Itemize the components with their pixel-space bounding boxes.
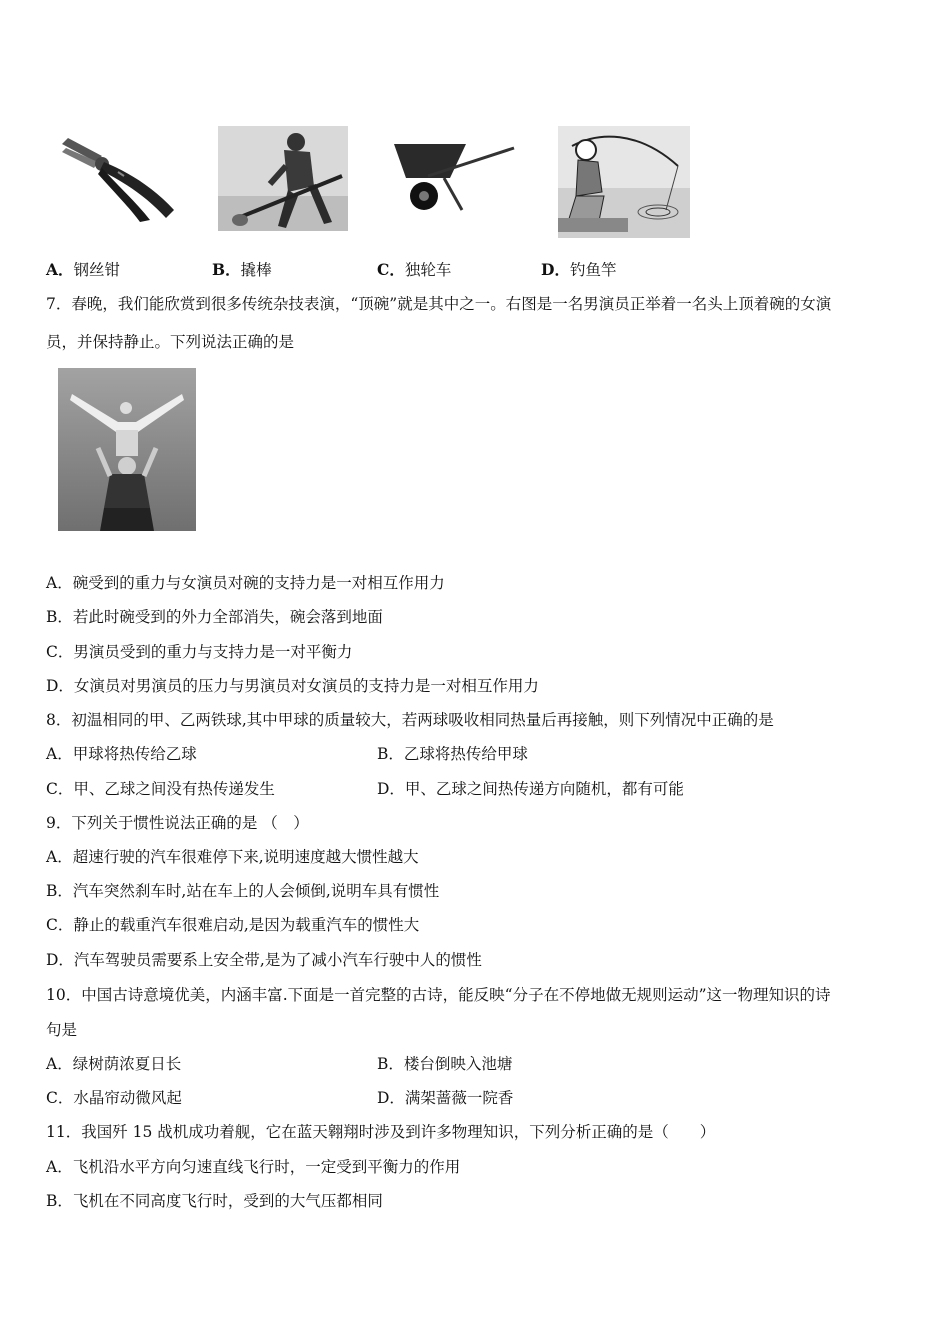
q8-option-b: B．乙球将热传给甲球 [377,745,528,763]
pliers-illustration [58,132,178,222]
q10-stem-line1: 10．中国古诗意境优美，内涵丰富.下面是一首完整的古诗，能反映“分子在不停地做无规则运动”这一物理知识的诗 [46,986,831,1004]
q7-option-c: C．男演员受到的重力与支持力是一对平衡力 [46,643,353,661]
q8-option-c: C．甲、乙球之间没有热传递发生 [46,780,275,798]
crowbar-illustration [218,126,348,231]
wheelbarrow-illustration [388,138,518,218]
q8-option-a: A．甲球将热传给乙球 [46,745,197,763]
q7-stem-line2: 员，并保持静止。下列说法正确的是 [46,333,295,351]
q6-option-a: A．钢丝钳 [46,260,121,279]
q8-option-d: D．甲、乙球之间热传递方向随机，都有可能 [377,780,684,798]
acrobat-photo [58,368,196,531]
q11-stem: 11．我国歼 15 战机成功着舰，它在蓝天翱翔时涉及到许多物理知识，下列分析正确的是（ ） [46,1123,716,1141]
q6-option-d: D．钓鱼竿 [541,260,617,279]
q7-option-b: B．若此时碗受到的外力全部消失，碗会落到地面 [46,608,383,626]
q10-option-b: B．楼台倒映入池塘 [377,1055,513,1073]
q11-option-a: A．飞机沿水平方向匀速直线飞行时，一定受到平衡力的作用 [46,1158,461,1176]
q10-option-c: C．水晶帘动微风起 [46,1089,182,1107]
q9-option-c: C．静止的载重汽车很难启动,是因为载重汽车的惯性大 [46,916,420,934]
q9-option-a: A．超速行驶的汽车很难停下来,说明速度越大惯性越大 [46,848,419,866]
q10-option-a: A．绿树荫浓夏日长 [46,1055,182,1073]
q10-stem-line2: 句是 [46,1021,78,1039]
q7-option-a: A．碗受到的重力与女演员对碗的支持力是一对相互作用力 [46,574,445,592]
q7-stem-line1: 7．春晚，我们能欣赏到很多传统杂技表演，“顶碗”就是其中之一。右图是一名男演员正举着一名头上顶着碗的女演 [46,295,832,313]
q9-option-b: B．汽车突然刹车时,站在车上的人会倾倒,说明车具有惯性 [46,882,440,900]
fishing-rod-illustration [558,126,690,238]
q10-option-d: D．满架蔷薇一院香 [377,1089,514,1107]
q8-stem: 8．初温相同的甲、乙两铁球,其中甲球的质量较大，若两球吸收相同热量后再接触，则下列情况中正确的是 [46,711,774,729]
q7-option-d: D．女演员对男演员的压力与男演员对女演员的支持力是一对相互作用力 [46,677,539,695]
q9-stem: 9．下列关于惯性说法正确的是 （ ） [46,814,309,832]
q6-option-c: C．独轮车 [377,260,452,279]
q9-option-d: D．汽车驾驶员需要系上安全带,是为了减小汽车行驶中人的惯性 [46,951,482,969]
q6-option-b: B．撬棒 [212,260,272,279]
q11-option-b: B．飞机在不同高度飞行时，受到的大气压都相同 [46,1192,383,1210]
